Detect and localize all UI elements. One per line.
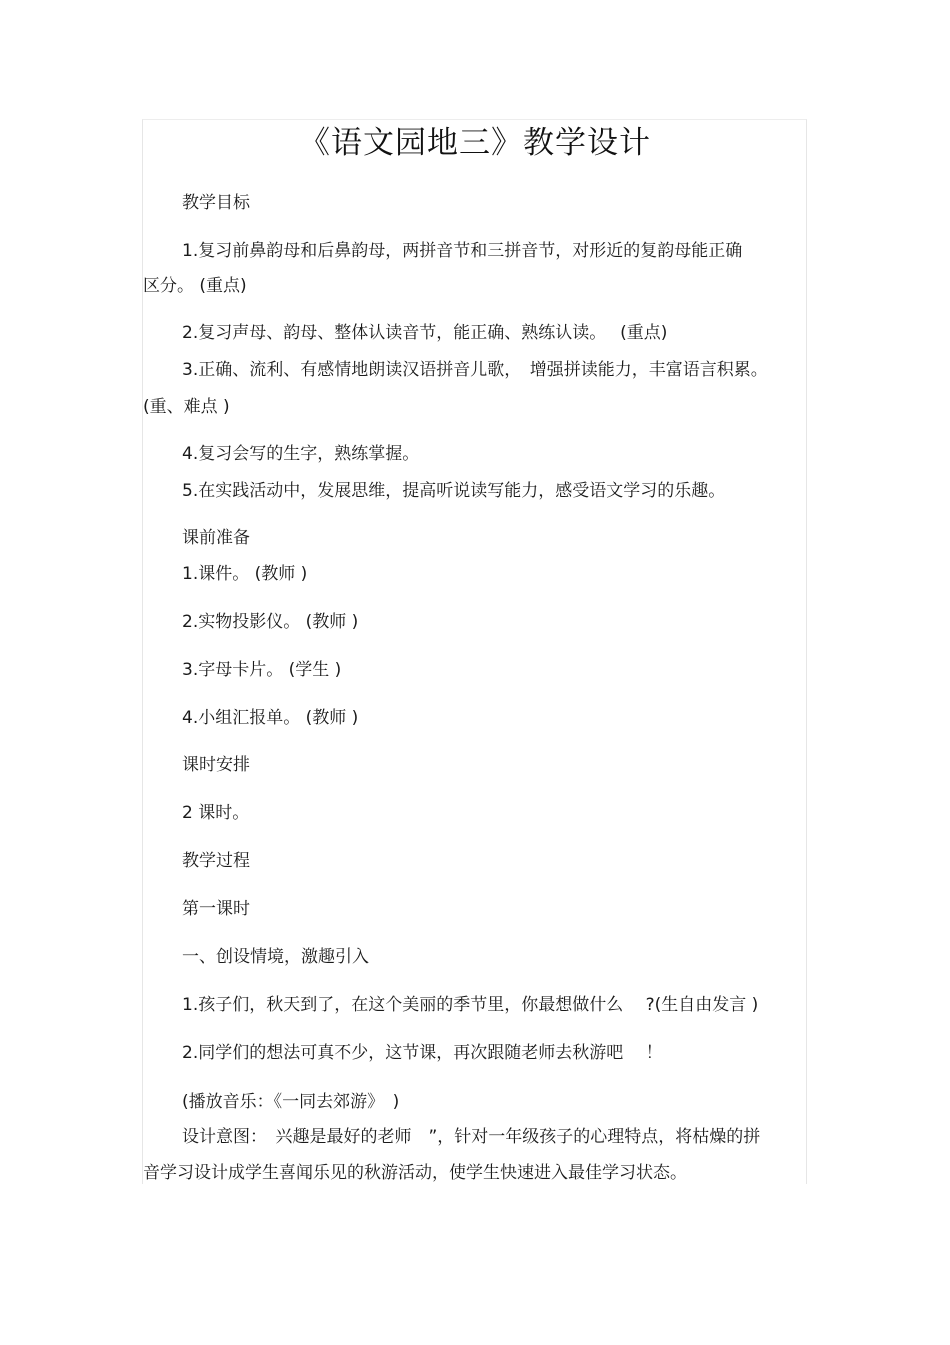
preparation-item-4: 4.小组汇报单。 (教师 ) bbox=[182, 708, 359, 728]
objective-4: 4.复习会写的生字，熟练掌握。 bbox=[182, 444, 420, 464]
section-heading-schedule: 课时安排 bbox=[182, 755, 250, 775]
objective-5: 5.在实践活动中，发展思维，提高听说读写能力，感受语文学习的乐趣。 bbox=[182, 481, 726, 501]
section-heading-objectives: 教学目标 bbox=[182, 193, 250, 213]
objective-3-continued: (重、难点 ) bbox=[143, 397, 230, 417]
lesson-heading-first: 第一课时 bbox=[182, 899, 250, 919]
preparation-item-1: 1.课件。 (教师 ) bbox=[182, 564, 308, 584]
objective-1-continued: 区分。 (重点) bbox=[143, 276, 247, 296]
section-heading-preparation: 课前准备 bbox=[182, 528, 250, 548]
preparation-item-2: 2.实物投影仪。 (教师 ) bbox=[182, 612, 359, 632]
objective-2: 2.复习声母、韵母、整体认读音节，能正确、熟练认读。 (重点) bbox=[182, 323, 668, 343]
schedule-text: 2 课时。 bbox=[182, 803, 250, 823]
design-intent: 设计意图： 兴趣是最好的老师 ”，针对一年级孩子的心理特点，将枯燥的拼 bbox=[182, 1127, 761, 1147]
section-heading-process: 教学过程 bbox=[182, 851, 250, 871]
preparation-item-3: 3.字母卡片。 (学生 ) bbox=[182, 660, 342, 680]
step-heading-1: 一、创设情境，激趣引入 bbox=[182, 947, 369, 967]
music-note: (播放音乐：《一同去郊游》 ) bbox=[182, 1092, 400, 1112]
step-1-item-1: 1.孩子们，秋天到了，在这个美丽的季节里，你最想做什么 ?(生自由发言 ) bbox=[182, 995, 759, 1015]
step-1-item-2: 2.同学们的想法可真不少，这节课，再次跟随老师去秋游吧 ！ bbox=[182, 1043, 663, 1063]
design-intent-continued: 音学习设计成学生喜闻乐见的秋游活动，使学生快速进入最佳学习状态。 bbox=[143, 1163, 687, 1183]
objective-1: 1.复习前鼻韵母和后鼻韵母，两拼音节和三拼音节，对形近的复韵母能正确 bbox=[182, 241, 743, 261]
document-title: 《语文园地三》教学设计 bbox=[299, 125, 651, 161]
objective-3: 3.正确、流利、有感情地朗读汉语拼音儿歌， 增强拼读能力，丰富语言积累。 bbox=[182, 360, 768, 380]
